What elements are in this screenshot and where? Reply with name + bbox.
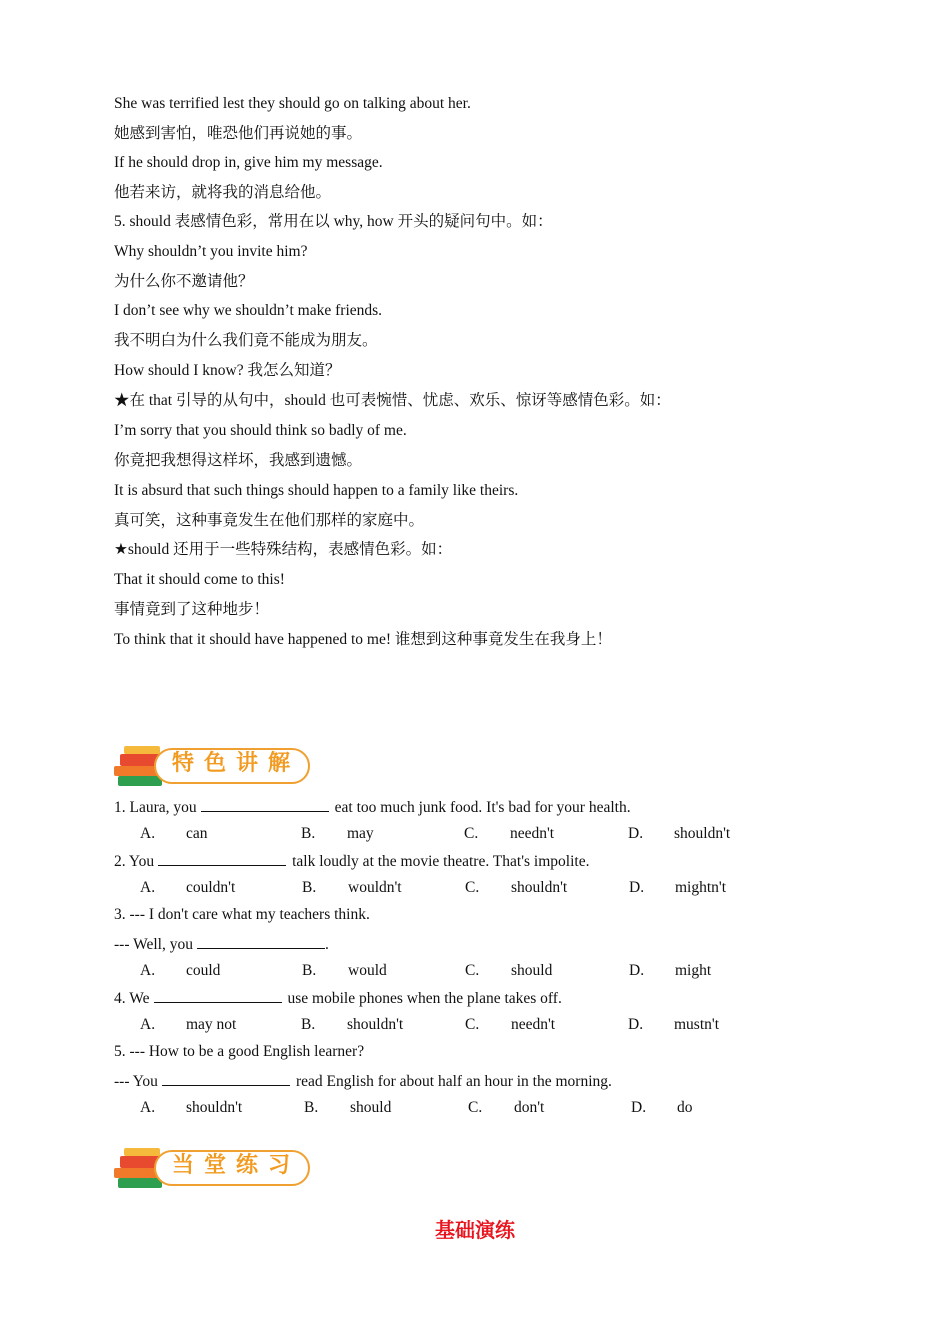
option-text: can — [186, 825, 208, 842]
option-letter: D. — [629, 879, 645, 896]
text-line: She was terrified lest they should go on talking about her. — [114, 95, 471, 112]
option-letter: B. — [301, 825, 316, 842]
text-line: 她感到害怕，唯恐他们再说她的事。 — [114, 125, 363, 142]
section-banner — [112, 1142, 312, 1196]
option-text: may — [347, 825, 374, 842]
text-line: That it should come to this! — [114, 571, 285, 588]
option-text: shouldn't — [674, 825, 731, 842]
section-heading: 基础演练 — [435, 1218, 515, 1242]
option-letter: B. — [302, 879, 317, 896]
text-line: 5. should 表感情色彩，常用在以 why, how 开头的疑问句中。如： — [114, 213, 553, 230]
option-text: may not — [186, 1016, 237, 1033]
option-letter: C. — [464, 825, 479, 842]
text-line: ★在 that 引导的从句中，should 也可表惋惜、忧虑、欢乐、惊讶等感情色彩。如： — [114, 392, 671, 409]
question-line: 5. --- How to be a good English learner? — [114, 1043, 365, 1060]
text-line: 你竟把我想得这样坏，我感到遗憾。 — [114, 452, 363, 469]
question-line: 3. --- I don't care what my teachers think. — [114, 906, 370, 923]
option-text: should — [350, 1099, 392, 1116]
text-line: 他若来访，就将我的消息给他。 — [114, 184, 332, 201]
option-letter: A. — [140, 962, 156, 979]
question-stem-post: eat too much junk food. It's bad for your health. — [334, 799, 631, 816]
text-line: Why shouldn’t you invite him? — [114, 243, 308, 260]
option-letter: A. — [140, 825, 156, 842]
option-text: don't — [514, 1099, 545, 1116]
option-text: could — [186, 962, 221, 979]
option-letter: B. — [302, 962, 317, 979]
option-letter: C. — [465, 1016, 480, 1033]
option-text: needn't — [511, 1016, 556, 1033]
text-line: How should I know? 我怎么知道？ — [114, 362, 341, 379]
answer-blank — [158, 851, 286, 866]
text-line: ★should 还用于一些特殊结构，表感情色彩。如： — [114, 541, 453, 558]
text-line: 为什么你不邀请他？ — [114, 273, 254, 290]
question-stem-pre: --- Well, you — [114, 936, 193, 953]
question-stem-post: . — [324, 936, 329, 953]
option-letter: C. — [468, 1099, 483, 1116]
option-letter: A. — [140, 1099, 156, 1116]
option-text: shouldn't — [347, 1016, 404, 1033]
option-text: couldn't — [186, 879, 236, 896]
text-line: It is absurd that such things should happen to a family like theirs. — [114, 482, 519, 499]
question-stem-pre: 2. You — [114, 853, 155, 870]
question-stem-post: use mobile phones when the plane takes off. — [287, 990, 562, 1007]
option-text: mightn't — [675, 879, 727, 896]
option-text: might — [675, 962, 712, 979]
question-stem-pre: --- You — [114, 1073, 158, 1090]
option-text: needn't — [510, 825, 555, 842]
question-stem-post: read English for about half an hour in the morning. — [295, 1073, 612, 1090]
text-line: 我不明白为什么我们竟不能成为朋友。 — [114, 332, 378, 349]
option-text: shouldn't — [186, 1099, 243, 1116]
option-text: wouldn't — [348, 879, 402, 896]
option-text: should — [511, 962, 553, 979]
option-letter: A. — [140, 879, 156, 896]
section-banner — [112, 740, 312, 794]
answer-blank — [162, 1071, 290, 1086]
answer-blank — [201, 797, 329, 812]
option-letter: B. — [301, 1016, 316, 1033]
question-stem-pre: 4. We — [114, 990, 150, 1007]
option-letter: D. — [628, 1016, 644, 1033]
option-letter: C. — [465, 879, 480, 896]
option-letter: C. — [465, 962, 480, 979]
question-line — [114, 934, 329, 955]
option-letter: D. — [631, 1099, 647, 1116]
option-text: would — [348, 962, 387, 979]
text-line: If he should drop in, give him my message. — [114, 154, 383, 171]
question-line — [114, 797, 631, 818]
text-line: I don’t see why we shouldn’t make friends. — [114, 302, 383, 319]
text-line: To think that it should have happened to me! 谁想到这种事竟发生在我身上！ — [114, 631, 612, 648]
question-stem-pre: 1. Laura, you — [114, 799, 197, 816]
banner-title: 当堂练习 — [172, 1153, 301, 1178]
question-line — [114, 851, 589, 872]
text-line: 事情竟到了这种地步！ — [114, 601, 270, 618]
question-stem-post: talk loudly at the movie theatre. That's impolite. — [292, 853, 590, 870]
text-line: I’m sorry that you should think so badly of me. — [114, 422, 407, 439]
option-letter: D. — [629, 962, 645, 979]
text-line: 真可笑，这种事竟发生在他们那样的家庭中。 — [114, 512, 425, 529]
question-line — [114, 988, 562, 1009]
answer-blank — [197, 934, 325, 949]
option-text: shouldn't — [511, 879, 568, 896]
question-line — [114, 1071, 612, 1092]
banner-title: 特色讲解 — [172, 751, 301, 776]
option-letter: A. — [140, 1016, 156, 1033]
option-text: do — [677, 1099, 693, 1116]
option-text: mustn't — [674, 1016, 719, 1033]
option-letter: D. — [628, 825, 644, 842]
option-letter: B. — [304, 1099, 319, 1116]
answer-blank — [154, 988, 282, 1003]
